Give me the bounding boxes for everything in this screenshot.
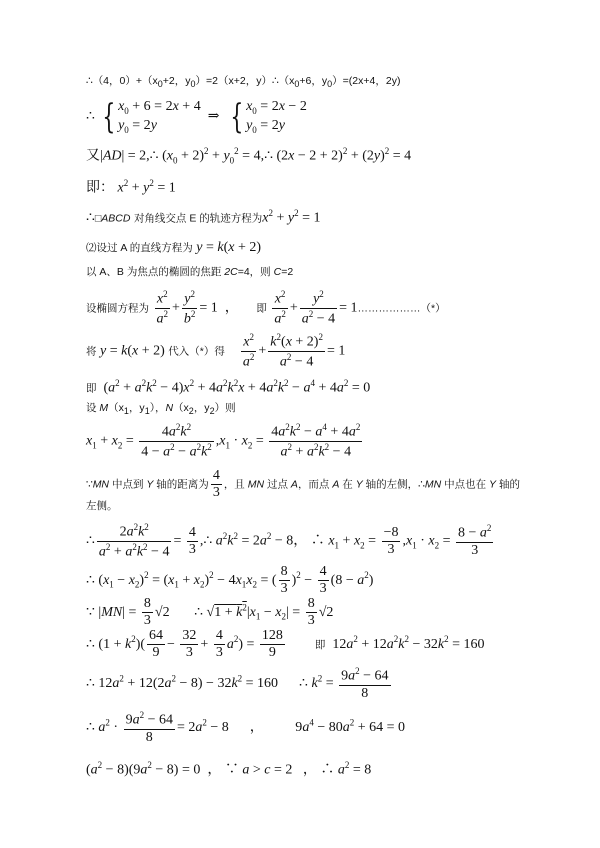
line-system-equations: ∴ { $x_0 + 6 = 2x + 4$ $y_0 = 2y$ ⇒ { $x_0 = 2x - 2$ $y_0 = 2y$ bbox=[86, 96, 307, 137]
namely-label: 即： bbox=[86, 180, 114, 196]
part2-heading: ⑵设过 A 的直线方程为 bbox=[86, 242, 193, 254]
line-quartic: ∴ $a^2$ · $\frac{9a^2 - 64}{8}$ = $2a^2 - 8$ ， $9a^4 - 80a^2 + 64 = 0$ bbox=[86, 710, 406, 745]
line-midpoint-condition-cont: 左侧。 bbox=[86, 500, 118, 512]
line-vector-equation: ∴（4，$0)+(x_0+2$，$y_0)=2(x+2$，$y)\therefore(x_0+6$，$y_0)=(2x+4$，2y) bbox=[86, 75, 401, 90]
line-circle-result: 即： $x^2 + y^2 = 1$ bbox=[86, 178, 176, 196]
line-part2-line-eq: ⑵设过 A 的直线方程为 y = k(x + 2) bbox=[86, 240, 262, 255]
line-k-squared: ∴ $12a^2 + 12(2a^2 - 8) - 32k^2 = 160$ ∴ $k^2$ = $\frac{9a^2 - 64}{8}$ bbox=[86, 666, 389, 701]
line-midpoint-equation: ∴ $\frac{2a^2k^2}{a^2 + a^2k^2 - 4}$ = $\frac{4}{3}$ ,∴ $a^2k^2 = 2a^2 - 8$， ∴ $x_1 + x_2$ = $\frac{-8}{3}$ $,x_1 \cdot x_2$ = $\frac{8 - a^2}{3}$ bbox=[86, 522, 492, 560]
line-final-answer: $(a^2 - 8)(9a^2 - 8) = 0$ ， ∵ a > c = 2 ， ∴ $a^2 = 8$ bbox=[86, 760, 372, 778]
therefore-symbol: ∴ bbox=[271, 75, 279, 87]
line-locus-conclusion: ∴□ABCD 对角线交点 E 的轨迹方程为$x^2 + y^2 = 1$ bbox=[86, 208, 321, 226]
line-ellipse-equation: 设椭圆方程为 $\frac{x^2}{a^2}$ + $\frac{y^2}{b^2}$ = 1 ， 即 $\frac{x^2}{a^2}$ + $\frac{y^2}{a^2 - 4}$ = 1………………（*） bbox=[86, 289, 446, 327]
therefore-symbol: ∴ bbox=[86, 109, 95, 125]
line-midpoint-condition: ∵MN 中点到 Y 轴的距离为 $\frac{4}{3}$ ，且 MN 过点 A，而点 A 在 Y 轴的左侧，∴MN 中点也在 Y 轴的 bbox=[86, 468, 520, 501]
line-points-mn: 设 $M(x_1$，$y_1$），$N(x_2$，$y_2$）则 bbox=[86, 402, 236, 417]
therefore-symbol: ∴ bbox=[86, 75, 93, 87]
line-ad-length: 又|AD| = 2,∴ $(x_0 + 2)^2 + y_0^2$ = 4,∴ $(2x - 2 + 2)^2 + (2y)^2 = 4$ bbox=[86, 146, 412, 166]
line-substitution: 将 y = k(x + 2) 代入（*）得 $\frac{x^2}{a^2}$ + $\frac{k^2(x + 2)^2}{a^2 - 4}$ = 1 bbox=[86, 332, 346, 370]
line-expanded-equation: ∴ $(1 + k^2)$( $\frac{64}{9}$ − $\frac{32}{3}$ + $\frac{4}{3}$ $a^2$) = $\frac{128}{9}$ 即 $12a^2 + 12a^2k^2 - 32k^2 = 160$ bbox=[86, 628, 485, 661]
line-difference-squared: ∴ $(x_1 - x_2)^2 = (x_1 + x_2)^2 - 4x_1x_2$ = ( $\frac{8}{3}$ )$^2$ − $\frac{4}{3}$ $(8 - a^2)$ bbox=[86, 564, 374, 597]
line-vieta: $x_1 + x_2$ = $\frac{4a^2k^2}{4 - a^2 - a^2k^2}$ $,x_1 \cdot x_2$ = $\frac{4a^2k^2 - a^4 + 4a^2}{a^2 + a^2k^2 - 4}$ bbox=[86, 422, 361, 460]
line-chord-length: ∵ |MN| = $\frac{8}{3}$ √2 ∴ $√1 + k^2|x_1 - x_2|$ = $\frac{8}{3}$ √2 bbox=[86, 596, 334, 629]
line-quadratic: 即 $(a^2 + a^2k^2 - 4)x^2 + 4a^2k^2x + 4a^2k^2 - a^4 + 4a^2 = 0$ bbox=[86, 378, 371, 396]
parallelogram-label: □ABCD bbox=[94, 212, 131, 225]
line-focal-distance: 以 A、B 为焦点的椭圆的焦距 2C=4，则 C=2 bbox=[86, 266, 294, 278]
therefore-symbol: ∴ bbox=[86, 210, 95, 226]
also-label: 又 bbox=[86, 148, 100, 164]
